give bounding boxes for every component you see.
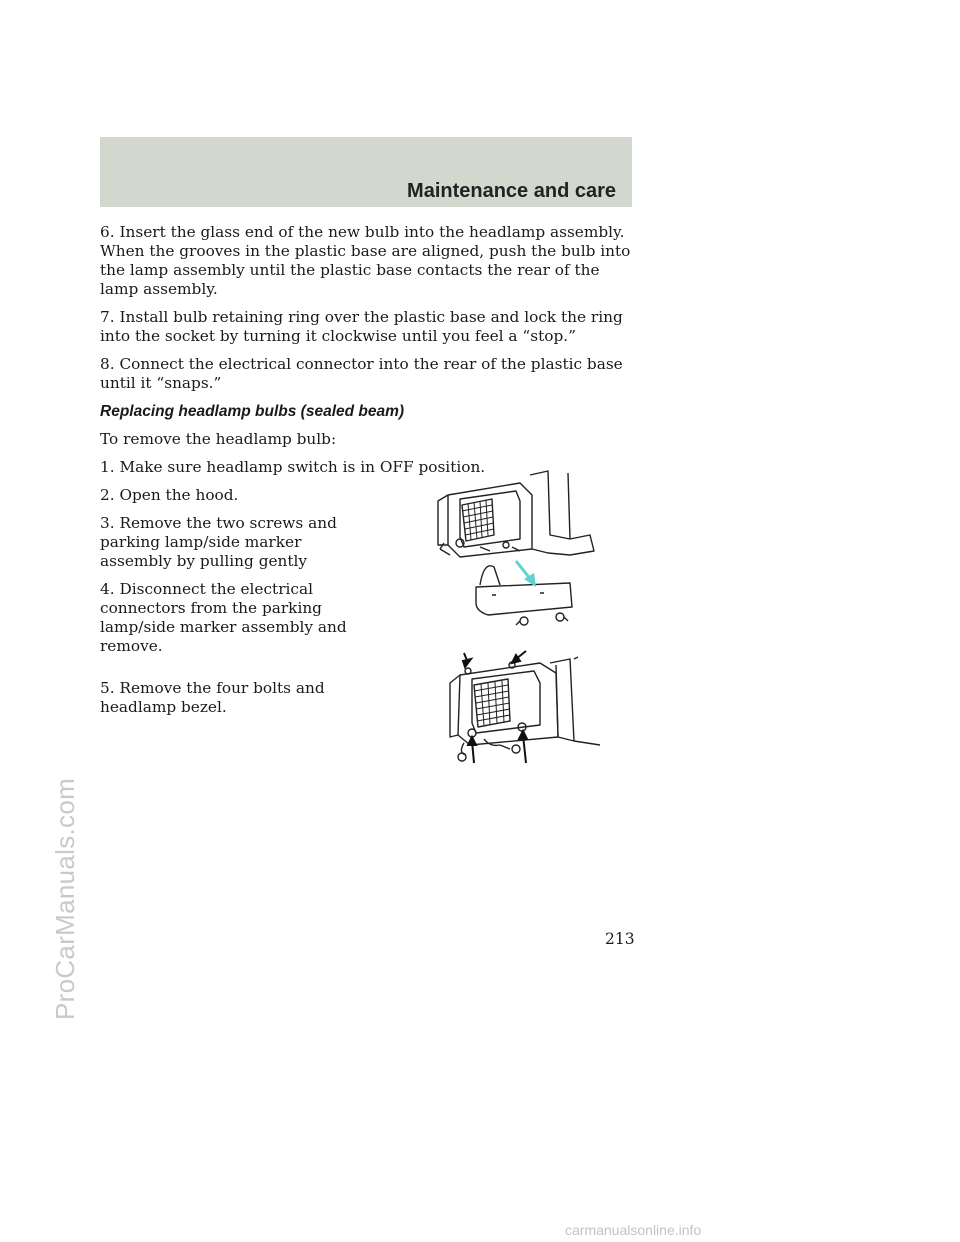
paragraph: 8. Connect the electrical connector into the rear of the plastic base until it “snaps.” bbox=[100, 355, 623, 392]
paragraph: 6. Insert the glass end of the new bulb into the headlamp assembly. When the grooves in the plastic base are aligned, push the bulb into the lamp assembly until the plastic base contacts the rear of the lamp assembly. bbox=[100, 223, 631, 298]
paragraph: 4. Disconnect the electrical connectors from the parking lamp/side marker assembly and remove. bbox=[100, 580, 347, 655]
paragraph: To remove the headlamp bulb: bbox=[100, 430, 337, 448]
side-watermark: ProCarManuals.com bbox=[50, 777, 80, 1020]
header-band bbox=[100, 137, 632, 207]
paragraph: 3. Remove the two screws and parking lamp/side marker assembly by pulling gently bbox=[100, 514, 337, 570]
paragraph: 2. Open the hood. bbox=[100, 486, 239, 504]
paragraph: 1. Make sure headlamp switch is in OFF position. bbox=[100, 458, 486, 476]
footer-watermark: carmanualsonline.info bbox=[565, 1222, 702, 1238]
paragraph: 5. Remove the four bolts and headlamp bezel. bbox=[100, 679, 325, 716]
parking-lamp-removal-illustration bbox=[420, 465, 610, 635]
paragraph: 7. Install bulb retaining ring over the plastic base and lock the ring into the socket by turning it clockwise until you feel a “stop.” bbox=[100, 308, 623, 345]
headlamp-bezel-bolts-illustration bbox=[430, 645, 610, 770]
subheading: Replacing headlamp bulbs (sealed beam) bbox=[100, 403, 405, 420]
page-number: 213 bbox=[605, 930, 635, 948]
section-title: Maintenance and care bbox=[407, 180, 616, 202]
